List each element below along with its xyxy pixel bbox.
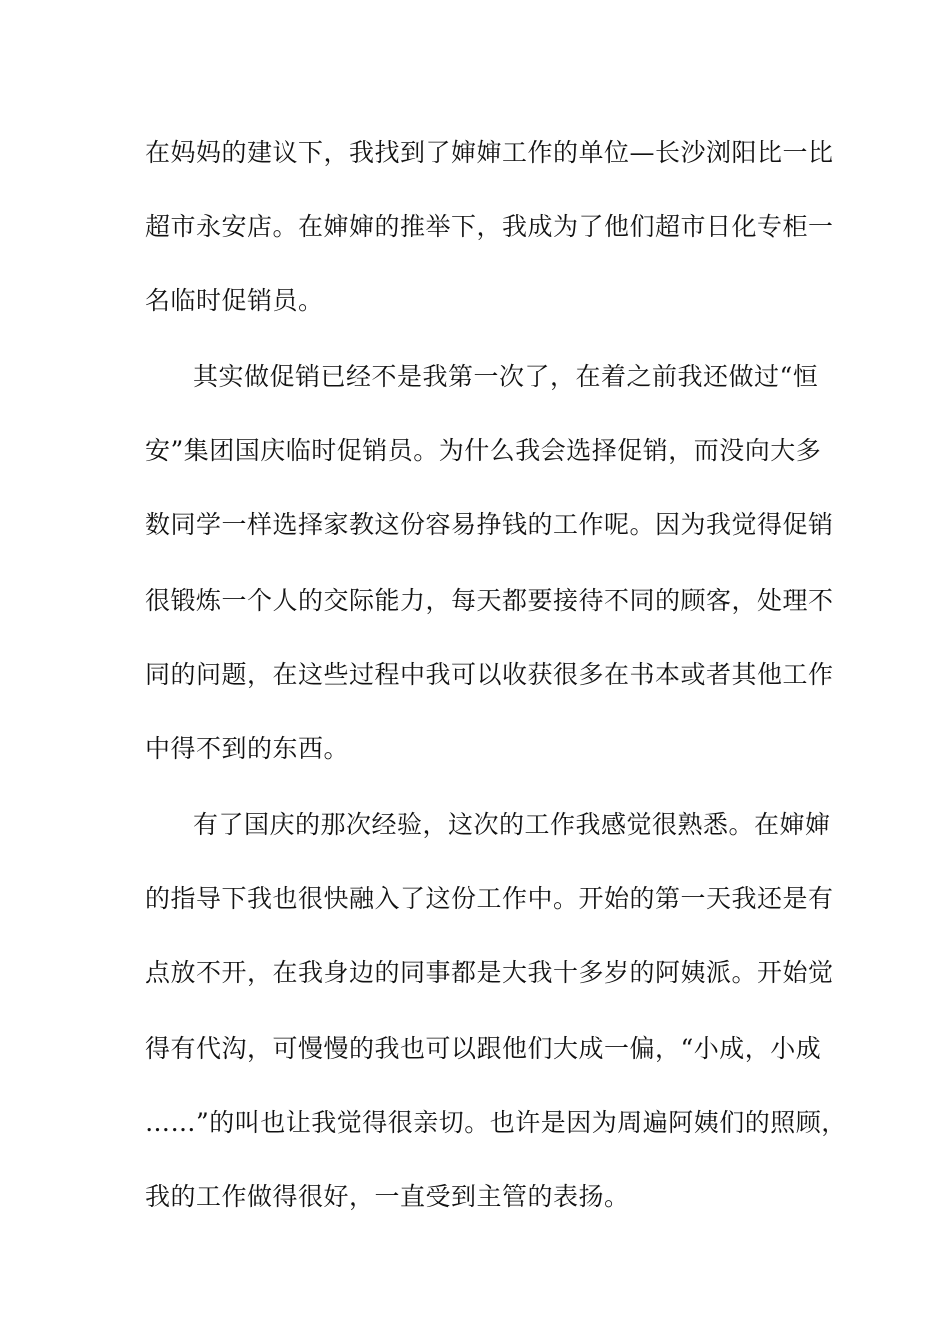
- paragraph-2-line-4: 很锻炼一个人的交际能力，每天都要接待不同的顾客，处理不: [145, 586, 834, 615]
- paragraph-2-line-2: 安”集团国庆临时促销员。为什么我会选择促销，而没向大多: [145, 436, 822, 465]
- paragraph-2-line-6: 中得不到的东西。: [145, 734, 350, 763]
- paragraph-2-line-5: 同的问题，在这些过程中我可以收获很多在书本或者其他工作: [145, 660, 834, 689]
- paragraph-1-line-2: 超市永安店。在婶婶的推举下，我成为了他们超市日化专柜一: [145, 212, 834, 241]
- paragraph-3-line-1: 有了国庆的那次经验，这次的工作我感觉很熟悉。在婶婶: [193, 810, 831, 839]
- paragraph-3-line-2: 的指导下我也很快融入了这份工作中。开始的第一天我还是有: [145, 884, 834, 913]
- paragraph-1-line-3: 名临时促销员。: [145, 286, 324, 315]
- paragraph-2-line-3: 数同学一样选择家教这份容易挣钱的工作呢。因为我觉得促销: [145, 510, 834, 539]
- paragraph-1-line-1: 在妈妈的建议下，我找到了婶婶工作的单位—长沙浏阳比一比: [145, 138, 834, 167]
- paragraph-3-line-5: ……”的叫也让我觉得很亲切。也许是因为周遍阿姨们的照顾，: [145, 1108, 847, 1137]
- paragraph-3-line-6: 我的工作做得很好，一直受到主管的表扬。: [145, 1182, 630, 1211]
- paragraph-2-line-1: 其实做促销已经不是我第一次了，在着之前我还做过“恒: [193, 362, 819, 391]
- paragraph-3-line-3: 点放不开，在我身边的同事都是大我十多岁的阿姨派。开始觉: [145, 958, 834, 987]
- paragraph-3-line-4: 得有代沟，可慢慢的我也可以跟他们大成一偏，“小成，小成: [145, 1034, 822, 1063]
